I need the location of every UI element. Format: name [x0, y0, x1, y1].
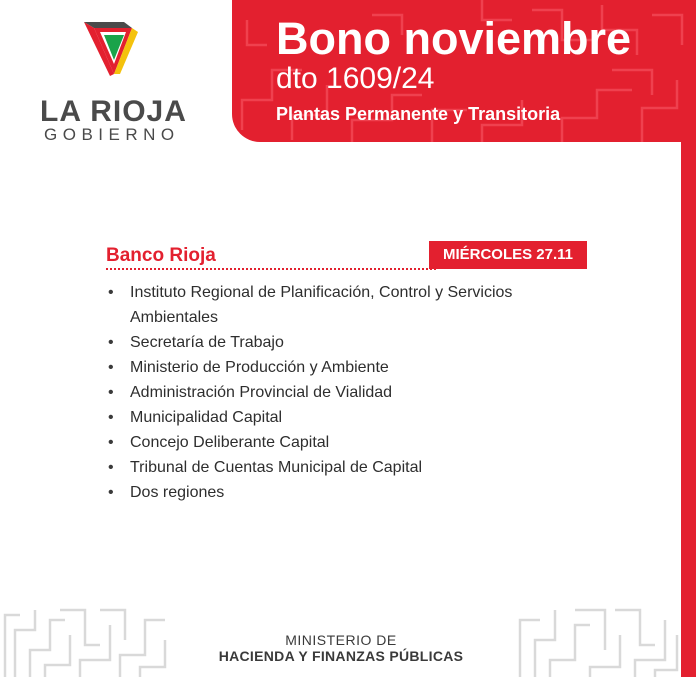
la-rioja-logo-icon [80, 18, 142, 80]
brand-subname: GOBIERNO [44, 125, 180, 144]
date-badge: MIÉRCOLES 27.11 [429, 241, 587, 269]
list-item: • Municipalidad Capital [106, 406, 576, 431]
entity-list [106, 281, 576, 506]
bank-dotted-divider [106, 268, 436, 270]
header-title: Bono noviembre [276, 13, 632, 64]
list-item: • Secretaría de Trabajo [106, 331, 576, 356]
list-item: • Administración Provincial de Vialidad [106, 381, 576, 406]
header-band [232, 0, 696, 142]
list-item: • Dos regiones [106, 481, 576, 506]
header-subtitle-2: Plantas Permanente y Transitoria [276, 104, 561, 124]
footer-ministry-line1: MINISTERIO DE [285, 632, 397, 648]
footer-ministry-line2: HACIENDA Y FINANZAS PÚBLICAS [218, 648, 464, 664]
bank-title: Banco Rioja [106, 245, 216, 266]
list-item: • Tribunal de Cuentas Municipal de Capital [106, 456, 576, 481]
list-item: • Instituto Regional de Planificación, Control y Servicios Ambientales [106, 281, 576, 330]
list-item: • Ministerio de Producción y Ambiente [106, 356, 576, 381]
brand-name: LA RIOJA [40, 95, 187, 128]
header-subtitle: dto 1609/24 [276, 62, 435, 95]
list-item: • Concejo Deliberante Capital [106, 431, 576, 456]
